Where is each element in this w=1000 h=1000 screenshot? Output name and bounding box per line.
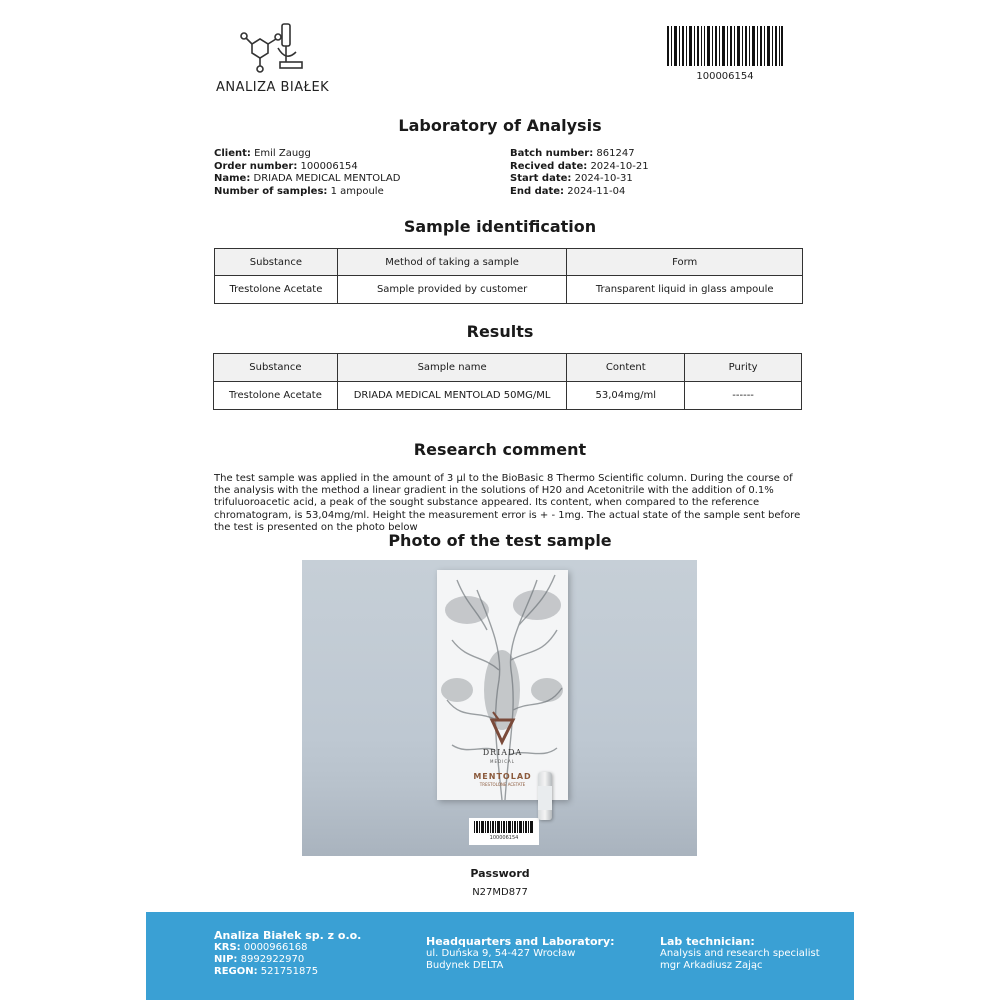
sticker-number: 100006154 <box>489 835 519 841</box>
barcode-icon <box>667 26 783 66</box>
page-title: Laboratory of Analysis <box>398 116 602 135</box>
photo-heading: Photo of the test sample <box>388 531 612 550</box>
table-cell: DRIADA MEDICAL MENTOLAD 50MG/ML <box>337 382 567 410</box>
table-header-cell: Content <box>567 354 685 382</box>
received-row: Recived date: 2024-10-21 <box>510 160 649 172</box>
barcode-number: 100006154 <box>696 71 754 82</box>
footer <box>146 912 854 1000</box>
client-row: Client: Emil Zaugg <box>214 148 311 159</box>
table-header-cell: Purity <box>685 354 802 382</box>
brand-name: DRIADA <box>482 748 523 757</box>
info-left <box>214 148 400 198</box>
end-row: End date: 2024-11-04 <box>510 185 626 197</box>
nip-row: NIP: 8992922970 <box>214 954 305 965</box>
name-row: Name: DRIADA MEDICAL MENTOLAD <box>214 173 401 184</box>
info-right <box>510 148 649 198</box>
ampoule <box>538 772 552 820</box>
sticker-barcode-icon <box>474 821 534 833</box>
table-cell: 53,04mg/ml <box>567 382 685 410</box>
table-header-cell: Form <box>567 249 803 276</box>
logo-text: ANALIZA BIAŁEK <box>216 80 330 95</box>
sample-identification-table <box>214 248 803 304</box>
table-cell: ------ <box>685 382 802 410</box>
table-cell: Transparent liquid in glass ampoule <box>567 276 803 304</box>
hq-building: Budynek DELTA <box>426 960 504 971</box>
product-name: MENTOLAD <box>473 772 532 781</box>
hq-address: ul. Duńska 9, 54-427 Wrocław <box>426 948 576 959</box>
footer-company <box>214 930 361 978</box>
barcode-sticker <box>469 818 539 845</box>
tech-title: Analysis and research specialist <box>660 948 820 959</box>
hq-heading: Headquarters and Laboratory: <box>426 935 615 948</box>
sample-photo <box>302 560 697 856</box>
table-cell: Trestolone Acetate <box>215 276 338 304</box>
footer-technician <box>660 936 820 972</box>
research-comment-text: The test sample was applied in the amount of 3 µl to the BioBasic 8 Thermo Scientific column. During the course of the analysis with the method a linear gradient in the solutions of H20 and Acetonitrile with the addition of 0.1% trifuluoroacetic acid, a peak of the sought substance appeared. Its content, when compared to the reference chromatogram, is 53,04mg/ml. Height the measurement error is + - 1mg. The actual state of the sample sent before the test is presented on the photo below <box>214 473 801 533</box>
product-box <box>437 570 568 800</box>
tech-heading: Lab technician: <box>660 935 755 948</box>
start-row: Start date: 2024-10-31 <box>510 173 633 184</box>
password-value: N27MD877 <box>472 887 528 898</box>
table-cell: Sample provided by customer <box>337 276 567 304</box>
research-comment-heading: Research comment <box>413 440 587 459</box>
table-cell: Trestolone Acetate <box>214 382 338 410</box>
regon-row: REGON: 521751875 <box>214 966 319 977</box>
tree-artwork-icon <box>437 570 568 800</box>
results-heading: Results <box>466 322 534 341</box>
batch-row: Batch number: 861247 <box>510 148 635 159</box>
footer-headquarters <box>426 936 615 972</box>
password-label: Password <box>470 867 530 880</box>
table-header-cell: Substance <box>214 354 338 382</box>
order-row: Order number: 100006154 <box>214 160 358 172</box>
brand-subtitle: MEDICAL <box>490 759 515 764</box>
results-table <box>213 353 802 410</box>
samples-row: Number of samples: 1 ampoule <box>214 185 384 197</box>
molecule-logo-icon <box>238 18 308 78</box>
product-subtitle: TRESTOLONE ACETATE <box>479 782 526 787</box>
table-header-cell: Method of taking a sample <box>337 249 567 276</box>
company-name: Analiza Białek sp. z o.o. <box>214 929 362 942</box>
tech-name: mgr Arkadiusz Zając <box>660 960 763 971</box>
table-header-cell: Sample name <box>337 354 567 382</box>
table-row <box>214 382 802 410</box>
table-header-cell: Substance <box>215 249 338 276</box>
krs-row: KRS: 0000966168 <box>214 942 308 953</box>
sample-identification-heading: Sample identification <box>403 217 597 236</box>
table-row <box>215 276 803 304</box>
